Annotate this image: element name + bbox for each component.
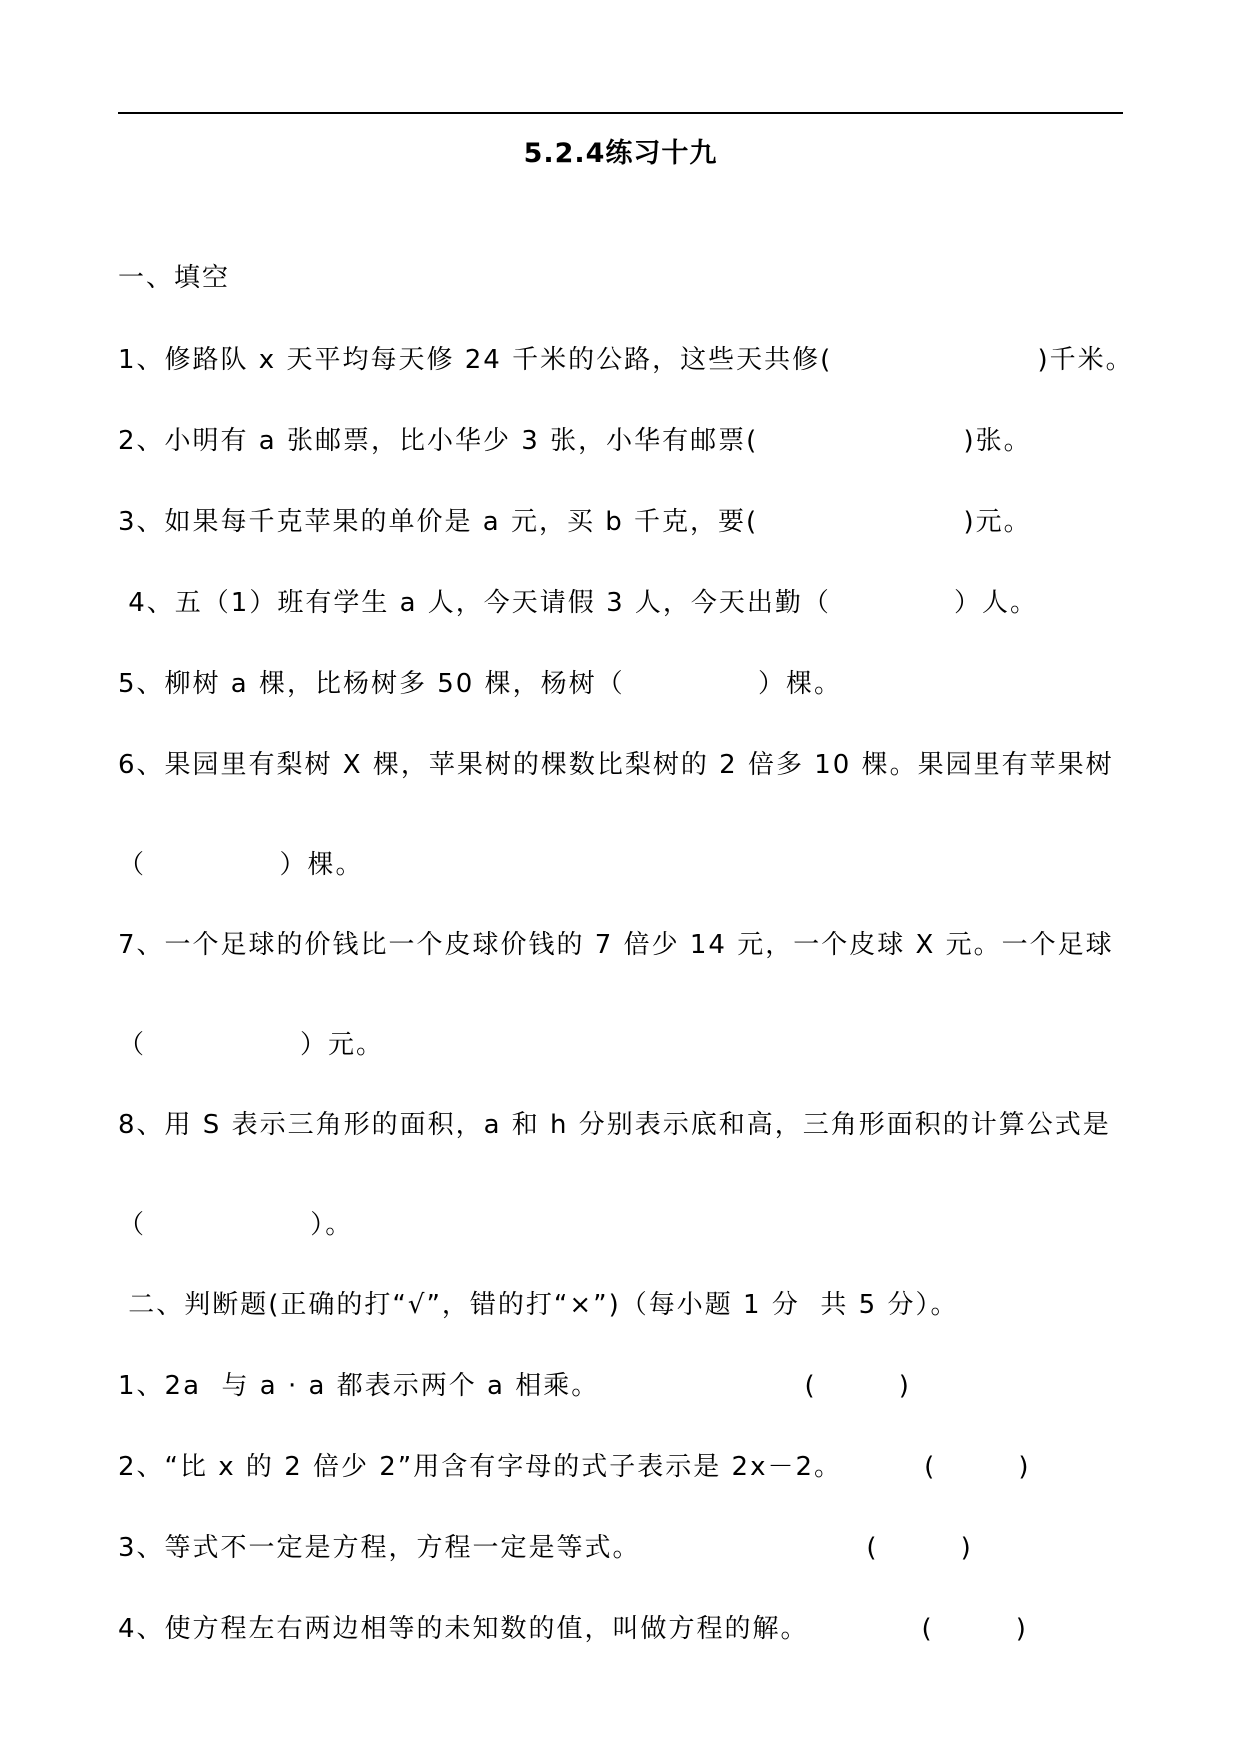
- question-3: 3、如果每千克苹果的单价是 a 元，买 b 千克，要( )元。: [118, 507, 1032, 537]
- question-8: 8、用 S 表示三角形的面积，a 和 h 分别表示底和高，三角形面积的计算公式是: [118, 1110, 1111, 1140]
- question-4: 4、五（1）班有学生 a 人，今天请假 3 人，今天出勤（ ）人。: [118, 588, 1039, 618]
- question-1: 1、修路队 x 天平均每天修 24 千米的公路，这些天共修( )千米。: [118, 345, 1134, 375]
- question-5: 5、柳树 a 棵，比杨树多 50 棵，杨树（ ）棵。: [118, 669, 843, 699]
- section-heading-true-false: 二、判断题(正确的打“√”，错的打“×”)（每小题 1 分 共 5 分）。: [118, 1290, 959, 1320]
- question-6-answer: （ ）棵。: [118, 850, 364, 880]
- section-heading-fill-blank: 一、填空: [118, 263, 231, 293]
- judge-question-2: 2、“比 x 的 2 倍少 2”用含有字母的式子表示是 2x－2。 ( ): [118, 1452, 1031, 1482]
- question-6: 6、果园里有梨树 X 棵，苹果树的棵数比梨树的 2 倍多 10 棵。果园里有苹果树: [118, 750, 1114, 780]
- header-rule: [118, 112, 1123, 114]
- question-7: 7、一个足球的价钱比一个皮球价钱的 7 倍少 14 元，一个皮球 X 元。一个足球: [118, 930, 1114, 960]
- judge-question-4: 4、使方程左右两边相等的未知数的值，叫做方程的解。 ( ): [118, 1614, 1028, 1644]
- question-8-answer: （ ）。: [118, 1210, 354, 1240]
- question-7-answer: （ ）元。: [118, 1030, 384, 1060]
- judge-question-1: 1、2a 与 a · a 都表示两个 a 相乘。 ( ): [118, 1371, 911, 1401]
- question-2: 2、小明有 a 张邮票，比小华少 3 张，小华有邮票( )张。: [118, 426, 1032, 456]
- page-title: 5.2.4练习十九: [523, 138, 718, 169]
- judge-question-3: 3、等式不一定是方程，方程一定是等式。 ( ): [118, 1533, 973, 1563]
